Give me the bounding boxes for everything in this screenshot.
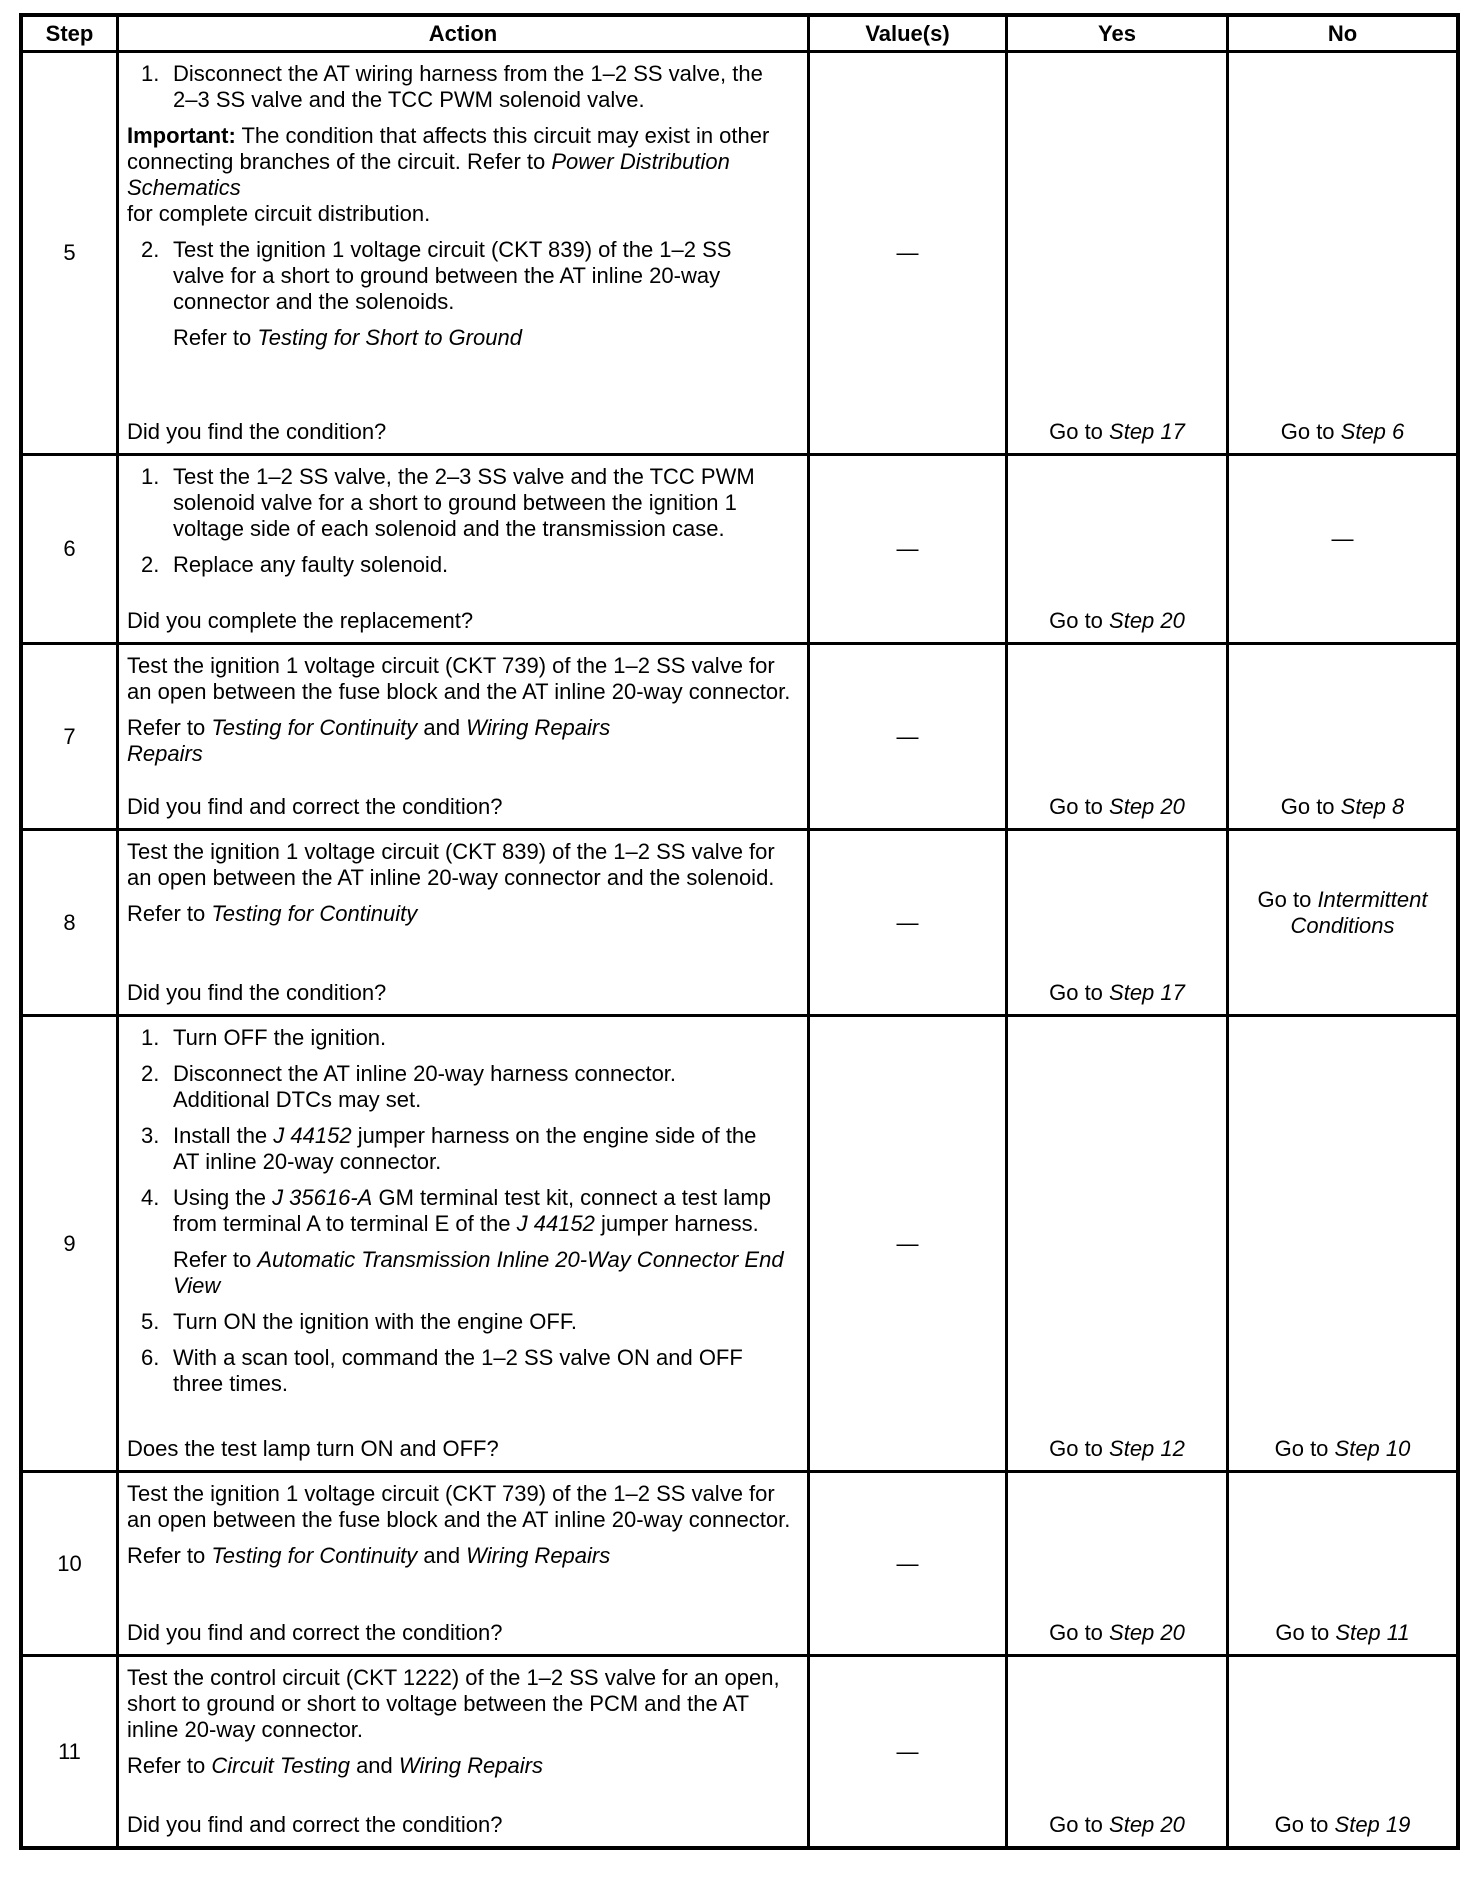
action-refer: Refer to Testing for Short to Ground <box>173 325 522 350</box>
no-cell <box>1229 456 1456 642</box>
action-p: Test the ignition 1 voltage circuit (CKT 739) of the 1–2 SS valve for an open between the fuse block and the AT inline 20-way connector. <box>127 1481 791 1532</box>
action-p: Test the control circuit (CKT 1222) of the 1–2 SS valve for an open, short to ground or short to voltage between the PCM and the AT inline 20-way connector. <box>127 1665 780 1742</box>
yes-cell <box>1008 53 1229 453</box>
action-question: Did you find and correct the condition? <box>127 1812 503 1837</box>
goto-text: Go to Step 11 <box>1275 1620 1410 1645</box>
action-cell <box>119 53 810 453</box>
goto-text: Go to Step 6 <box>1280 419 1405 444</box>
column-header-values: Value(s) <box>810 17 1008 50</box>
no-cell <box>1229 831 1456 1014</box>
action-item: 2. Replace any faulty solenoid. <box>141 552 449 577</box>
value-dash: — <box>896 723 919 749</box>
value-dash: — <box>896 909 919 935</box>
column-header-step: Step <box>23 17 119 50</box>
action-p: Refer to Testing for Continuity <box>127 901 418 926</box>
value-dash: — <box>896 240 919 265</box>
item-number: 1. <box>141 464 160 489</box>
table-row-step-9 <box>23 1017 1456 1473</box>
action-item: 2. Disconnect the AT inline 20-way harness connector. Additional DTCs may set. <box>141 1061 677 1112</box>
goto-text: Go to Step 10 <box>1274 1436 1411 1461</box>
item-number: 2. <box>141 237 160 262</box>
item-number: 3. <box>141 1123 160 1148</box>
action-cell <box>119 645 810 828</box>
action-cell <box>119 1473 810 1654</box>
action-question: Did you find the condition? <box>127 419 387 444</box>
step-number-text: 8 <box>63 909 76 935</box>
step-number <box>23 1017 119 1470</box>
item-number: 2. <box>141 552 160 577</box>
action-p: Refer to Circuit Testing and Wiring Repairs <box>127 1753 543 1778</box>
action-cont: Repairs <box>127 741 203 766</box>
item-number: 2. <box>141 1061 160 1086</box>
no-cell <box>1229 1657 1456 1846</box>
no-cell <box>1229 1473 1456 1654</box>
table-row-step-7 <box>23 645 1456 831</box>
step-number-text: 6 <box>63 536 76 561</box>
yes-cell <box>1008 831 1229 1014</box>
no-cell <box>1229 645 1456 828</box>
value-cell <box>810 53 1008 453</box>
goto-text: Go to Step 12 <box>1049 1436 1185 1461</box>
action-question: Did you find and correct the condition? <box>127 794 503 819</box>
step-number <box>23 1473 119 1654</box>
goto-text: Go to Step 20 <box>1049 1812 1185 1837</box>
value-cell <box>810 1017 1008 1470</box>
step-number <box>23 831 119 1014</box>
goto-text: Go to Step 17 <box>1049 980 1185 1005</box>
value-cell <box>810 831 1008 1014</box>
step-number-text: 7 <box>63 723 76 749</box>
value-dash: — <box>896 536 919 561</box>
action-item: 6. With a scan tool, command the 1–2 SS valve ON and OFF three times. <box>141 1345 743 1396</box>
step-number-text: 10 <box>57 1550 82 1576</box>
action-question: Did you find and correct the condition? <box>127 1620 503 1645</box>
value-dash: — <box>896 1738 919 1764</box>
action-item: 3. Install the J 44152 jumper harness on the engine side of the AT inline 20-way connector. <box>141 1123 757 1174</box>
action-cell <box>119 456 810 642</box>
value-cell <box>810 645 1008 828</box>
yes-cell <box>1008 645 1229 828</box>
item-number: 6. <box>141 1345 160 1370</box>
table-row-step-8 <box>23 831 1456 1017</box>
goto-text: Go to Step 8 <box>1280 794 1405 819</box>
item-number: 1. <box>141 61 160 86</box>
table-row-step-6 <box>23 456 1456 645</box>
goto-text: — <box>1331 526 1354 551</box>
step-number-text: 5 <box>63 240 76 265</box>
table-row-step-10 <box>23 1473 1456 1657</box>
value-cell <box>810 456 1008 642</box>
value-cell <box>810 1473 1008 1654</box>
table-row-step-11 <box>23 1657 1456 1846</box>
goto-text: Go to Step 19 <box>1274 1812 1411 1837</box>
table-header-row <box>23 17 1456 53</box>
step-number <box>23 53 119 453</box>
goto-text: Go to Step 20 <box>1049 1620 1185 1645</box>
action-item: 1. Disconnect the AT wiring harness from the 1–2 SS valve, the 2–3 SS valve and the TCC PWM solenoid valve. <box>141 61 763 112</box>
action-question: Did you find the condition? <box>127 980 387 1005</box>
action-cell <box>119 1017 810 1470</box>
column-header-yes: Yes <box>1008 17 1229 50</box>
goto-text: Go to Intermittent Conditions <box>1257 886 1428 938</box>
action-p: Refer to Testing for Continuity and Wiring Repairs <box>127 715 611 740</box>
step-number-text: 9 <box>63 1230 76 1256</box>
value-dash: — <box>896 1550 919 1576</box>
no-cell <box>1229 1017 1456 1470</box>
item-number: 5. <box>141 1309 160 1334</box>
action-p: Important: The condition that affects this circuit may exist in other connecting branches of the circuit. Refer to Power Distribution Schematics <box>127 123 770 200</box>
action-question: Did you complete the replacement? <box>127 608 474 633</box>
action-cell <box>119 831 810 1014</box>
value-dash: — <box>896 1230 919 1256</box>
action-cont: for complete circuit distribution. <box>127 201 431 226</box>
item-number: 1. <box>141 1025 160 1050</box>
column-header-action: Action <box>119 17 810 50</box>
no-cell <box>1229 53 1456 453</box>
table-row-step-5 <box>23 53 1456 456</box>
yes-cell <box>1008 456 1229 642</box>
column-header-no: No <box>1327 20 1358 46</box>
value-cell <box>810 1657 1008 1846</box>
action-p: Test the ignition 1 voltage circuit (CKT 739) of the 1–2 SS valve for an open between the fuse block and the AT inline 20-way connector. <box>127 653 791 704</box>
step-number <box>23 456 119 642</box>
step-number <box>23 645 119 828</box>
action-refer: Refer to Automatic Transmission Inline 20-Way Connector End View <box>173 1247 784 1298</box>
action-item: 4. Using the J 35616-A GM terminal test kit, connect a test lamp from terminal A to terminal E of the J 44152 jumper harness. <box>141 1185 771 1236</box>
action-question: Does the test lamp turn ON and OFF? <box>127 1436 499 1461</box>
action-item: 1. Turn OFF the ignition. <box>141 1025 387 1050</box>
action-item: 5. Turn ON the ignition with the engine OFF. <box>141 1309 577 1334</box>
diagnostic-table <box>19 13 1460 1850</box>
action-item: 1. Test the 1–2 SS valve, the 2–3 SS valve and the TCC PWM solenoid valve for a short to ground between the ignition 1 voltage side of each solenoid and the transmission case. <box>141 464 755 541</box>
yes-cell <box>1008 1657 1229 1846</box>
action-p: Refer to Testing for Continuity and Wiring Repairs <box>127 1543 611 1568</box>
yes-cell <box>1008 1017 1229 1470</box>
goto-text: Go to Step 17 <box>1049 419 1185 444</box>
action-cell <box>119 1657 810 1846</box>
action-item: 2. Test the ignition 1 voltage circuit (CKT 839) of the 1–2 SS valve for a short to ground between the AT inline 20-way connector and the solenoids. <box>141 237 732 314</box>
item-number: 4. <box>141 1185 160 1210</box>
goto-text: Go to Step 20 <box>1049 794 1185 819</box>
goto-text: Go to Step 20 <box>1049 608 1185 633</box>
action-p: Test the ignition 1 voltage circuit (CKT 839) of the 1–2 SS valve for an open between the AT inline 20-way connector and the solenoid. <box>127 839 775 890</box>
step-number-text: 11 <box>58 1738 81 1764</box>
yes-cell <box>1008 1473 1229 1654</box>
step-number <box>23 1657 119 1846</box>
